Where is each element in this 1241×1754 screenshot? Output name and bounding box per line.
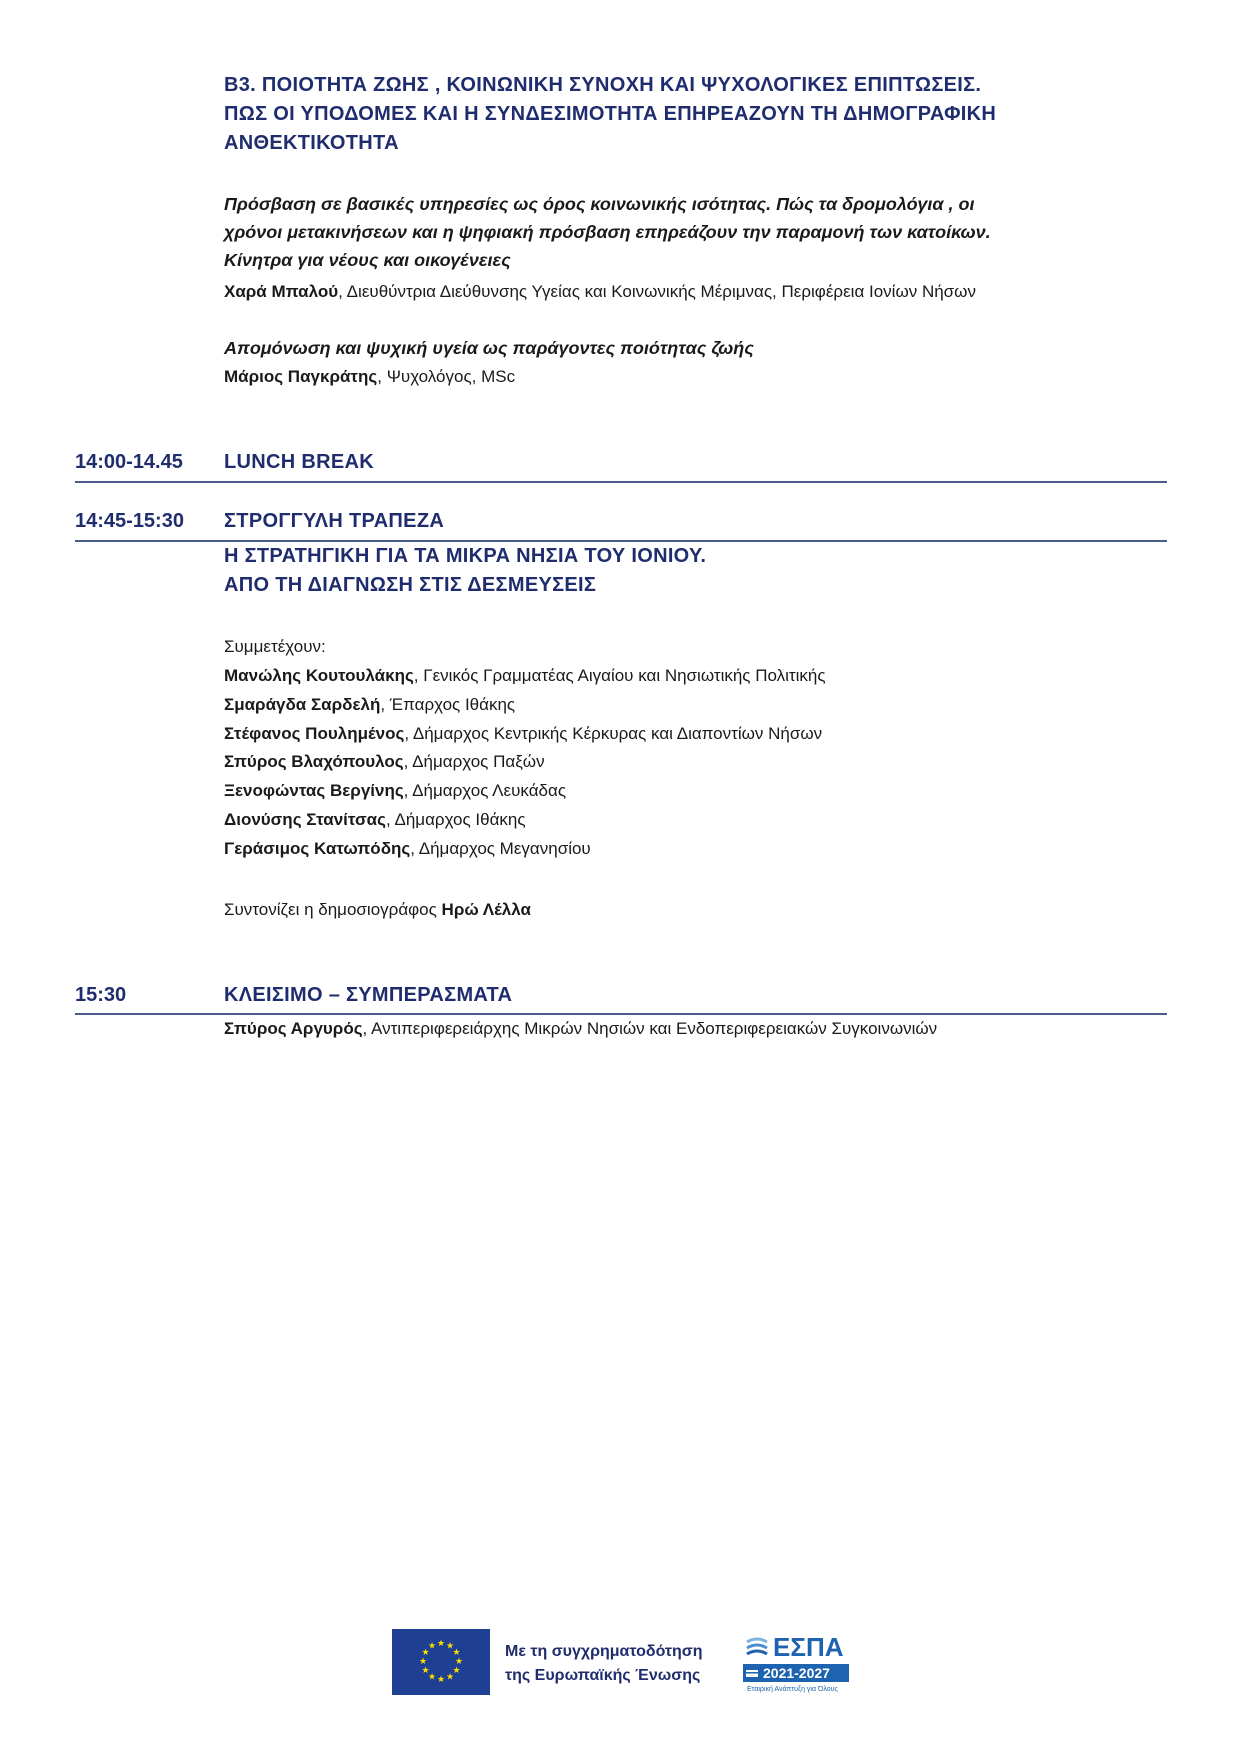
speaker-role: , Ψυχολόγος, MSc — [377, 367, 516, 386]
section-b3-title — [224, 71, 996, 158]
talk-line: Πρόσβαση σε βασικές υπηρεσίες ως όρος κοινωνικής ισότητας. Πώς τα δρομολόγια , οι — [224, 194, 975, 214]
svg-text:★: ★ — [436, 1675, 446, 1685]
moderator-prefix: Συντονίζει η δημοσιογράφος — [224, 900, 442, 919]
participant — [224, 777, 826, 806]
talk2-speaker — [224, 363, 515, 392]
lunch-title: LUNCH BREAK — [224, 451, 374, 473]
participant-role: , Δήμαρχος Ιθάκης — [385, 809, 526, 829]
participant-role: , Δήμαρχος Κεντρικής Κέρκυρας και Διαποντίων Νήσων — [404, 723, 823, 743]
participant-name: Σμαράγδα Σαρδελή — [224, 694, 381, 714]
svg-text:★: ★ — [421, 1648, 430, 1658]
participant — [224, 662, 826, 691]
talk-line: χρόνοι μετακινήσεων και η ψηφιακή πρόσβαση επηρεάζουν την παραμονή των κατοίκων. — [224, 222, 991, 242]
svg-text:★: ★ — [427, 1672, 437, 1683]
lunch-time: 14:00-14.45 — [75, 451, 183, 473]
participant-role: , Δήμαρχος Λευκάδας — [403, 781, 567, 801]
participant — [224, 806, 826, 835]
eu-stars-icon — [392, 1629, 490, 1695]
divider — [75, 481, 1167, 483]
espa-title: ΕΣΠΑ — [773, 1632, 844, 1662]
participant — [224, 720, 826, 749]
svg-text:★: ★ — [436, 1639, 446, 1649]
closing-speaker — [224, 1015, 937, 1044]
title-line: Β3. ΠΟΙΟΤΗΤΑ ΖΩΗΣ , ΚΟΙΝΩΝΙΚΗ ΣΥΝΟΧΗ ΚΑΙ ΨΥΧΟΛΟΓΙΚΕΣ ΕΠΙΠΤΩΣΕΙΣ. — [224, 74, 982, 96]
talk-line: Κίνητρα για νέους και οικογένειες — [224, 250, 511, 270]
participants-list — [224, 662, 826, 864]
participant-role: , Δήμαρχος Παξών — [403, 752, 545, 772]
participant-name: Διονύσης Στανίτσας — [224, 809, 386, 829]
speaker-name: Σπύρος Αργυρός — [224, 1019, 363, 1038]
title-line: ΑΝΘΕΚΤΙΚΟΤΗΤΑ — [224, 132, 399, 154]
funding-line: της Ευρωπαϊκής Ένωσης — [505, 1667, 701, 1684]
participant-name: Μανώλης Κουτουλάκης — [224, 666, 414, 685]
participants-label: Συμμετέχουν: — [224, 637, 326, 656]
speaker-role: , Διευθύντρια Διεύθυνσης Υγείας και Κοινωνικής Μέριμνας, Περιφέρεια Ιονίων Νήσων — [338, 282, 976, 301]
espa-tagline: Εταιρική Ανάπτυξη για Όλους — [747, 1686, 838, 1693]
speaker-name: Χαρά Μπαλού — [224, 282, 339, 301]
svg-text:★: ★ — [452, 1648, 461, 1658]
talk1-title — [224, 190, 991, 274]
talk2-title: Απομόνωση και ψυχική υγεία ως παράγοντες ποιότητας ζωής — [224, 338, 754, 358]
participant-name: Σπύρος Βλαχόπουλος — [224, 752, 404, 772]
roundtable-subtitle — [224, 542, 706, 600]
eu-flag-logo — [392, 1629, 490, 1695]
svg-text:★: ★ — [445, 1672, 455, 1683]
talk1-speaker — [224, 278, 976, 307]
participant-name: Γεράσιμος Κατωπόδης — [224, 838, 411, 858]
participant-role: , Γενικός Γραμματέας Αιγαίου και Νησιωτικής Πολιτικής — [413, 666, 826, 685]
svg-text:★: ★ — [454, 1657, 464, 1667]
participant-name: Στέφανος Πουλημένος — [224, 723, 405, 743]
subtitle-line: ΑΠΟ ΤΗ ΔΙΑΓΝΩΣΗ ΣΤΙΣ ΔΕΣΜΕΥΣΕΙΣ — [224, 574, 597, 596]
roundtable-time: 14:45-15:30 — [75, 510, 184, 532]
svg-text:★: ★ — [445, 1641, 455, 1652]
moderator — [224, 896, 531, 925]
title-line: ΠΩΣ ΟΙ ΥΠΟΔΟΜΕΣ ΚΑΙ Η ΣΥΝΔΕΣΙΜΟΤΗΤΑ ΕΠΗΡΕΑΖΟΥΝ ΤΗ ΔΗΜΟΓΡΑΦΙΚΗ — [224, 103, 997, 125]
svg-text:★: ★ — [452, 1666, 461, 1676]
participant-role: , Δήμαρχος Μεγανησίου — [410, 838, 591, 858]
espa-logo — [743, 1632, 849, 1698]
funding-statement — [505, 1640, 703, 1688]
moderator-name: Ηρώ Λέλλα — [441, 900, 531, 919]
closing-title: ΚΛΕΙΣΙΜΟ – ΣΥΜΠΕΡΑΣΜΑΤΑ — [224, 984, 513, 1006]
speaker-role: , Αντιπεριφερειάρχης Μικρών Νησιών και Ενδοπεριφερειακών Συγκοινωνιών — [362, 1019, 938, 1038]
speaker-name: Μάριος Παγκράτης — [224, 367, 378, 386]
participant — [224, 748, 826, 777]
espa-years: 2021-2027 — [763, 1665, 830, 1681]
svg-text:★: ★ — [418, 1657, 428, 1667]
svg-text:★: ★ — [427, 1641, 437, 1652]
subtitle-line: Η ΣΤΡΑΤΗΓΙΚΗ ΓΙΑ ΤΑ ΜΙΚΡΑ ΝΗΣΙΑ ΤΟΥ ΙΟΝΙΟΥ. — [224, 545, 707, 567]
closing-time: 15:30 — [75, 984, 127, 1006]
svg-text:★: ★ — [421, 1666, 430, 1676]
participant — [224, 835, 826, 864]
participant-name: Ξενοφώντας Βεργίνης — [224, 781, 404, 801]
participant-role: , Έπαρχος Ιθάκης — [380, 694, 516, 714]
roundtable-title: ΣΤΡΟΓΓΥΛΗ ΤΡΑΠΕΖΑ — [224, 510, 445, 532]
funding-line: Με τη συγχρηματοδότηση — [505, 1643, 703, 1660]
participant — [224, 691, 826, 720]
